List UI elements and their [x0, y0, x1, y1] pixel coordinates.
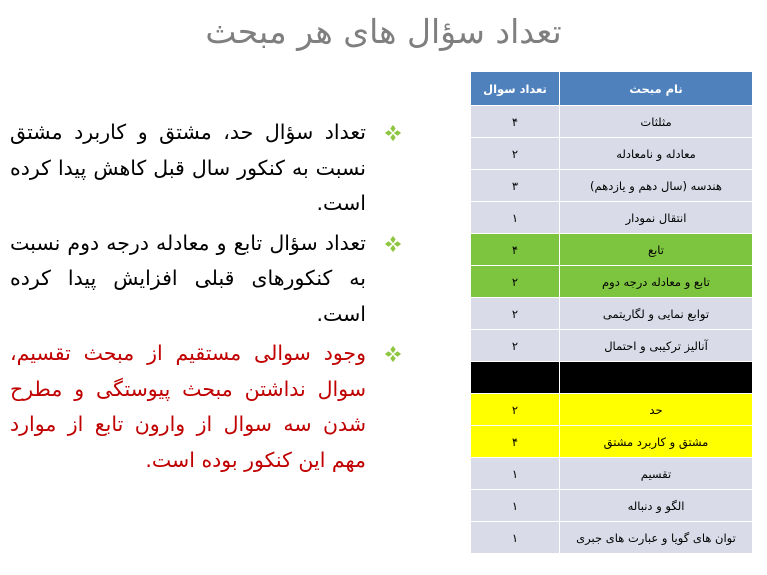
table-row [471, 202, 753, 234]
table-row [471, 490, 753, 522]
bullet-item [10, 115, 408, 222]
cell-count: ۱ [471, 490, 560, 522]
bullet-item [10, 336, 408, 478]
bullet-text: وجود سوالی مستقیم از مبحث تقسیم، سوال نداشتن مبحث پیوستگی و مطرح شدن سه سوال از وارون تابع از موارد مهم این کنکور بوده است. [10, 341, 366, 472]
table-row [471, 234, 753, 266]
table-row [471, 394, 753, 426]
cell-subject: آنالیز ترکیبی و احتمال [560, 330, 753, 362]
header-subject: نام مبحث [560, 72, 753, 106]
cell-count: ۱ [471, 522, 560, 554]
table-row [471, 266, 753, 298]
cell-count [471, 362, 560, 394]
cell-count: ۲ [471, 138, 560, 170]
cell-subject: توابع نمایی و لگاریتمی [560, 298, 753, 330]
bullet-text: تعداد سؤال حد، مشتق و کاربرد مشتق نسبت به کنکور سال قبل کاهش پیدا کرده است. [10, 120, 366, 215]
cell-count: ۲ [471, 394, 560, 426]
table-row [471, 170, 753, 202]
slide-title: تعداد سؤال های هر مبحث [205, 12, 562, 51]
cell-subject: معادله و نامعادله [560, 138, 753, 170]
table-row [471, 362, 753, 394]
diamond-four-petal-icon [384, 345, 402, 363]
table-body [471, 106, 753, 554]
cell-subject: هندسه (سال دهم و یازدهم) [560, 170, 753, 202]
header-count: تعداد سوال [471, 72, 560, 106]
cell-subject: حد [560, 394, 753, 426]
cell-subject [560, 362, 753, 394]
cell-count: ۱ [471, 458, 560, 490]
table-row [471, 106, 753, 138]
cell-subject: مثلثات [560, 106, 753, 138]
subject-count-table [470, 71, 753, 554]
cell-count: ۴ [471, 234, 560, 266]
table-row [471, 458, 753, 490]
cell-count: ۴ [471, 106, 560, 138]
cell-subject: الگو و دنباله [560, 490, 753, 522]
cell-subject: توان های گویا و عبارت های جبری [560, 522, 753, 554]
table-row [471, 426, 753, 458]
table-row [471, 298, 753, 330]
cell-count: ۳ [471, 170, 560, 202]
cell-count: ۲ [471, 266, 560, 298]
cell-count: ۱ [471, 202, 560, 234]
cell-count: ۲ [471, 330, 560, 362]
table-row [471, 138, 753, 170]
cell-count: ۲ [471, 298, 560, 330]
cell-subject: مشتق و کاربرد مشتق [560, 426, 753, 458]
bullet-item [10, 226, 408, 333]
bullet-text: تعداد سؤال تابع و معادله درجه دوم نسبت به کنکورهای قبلی افزایش پیدا کرده است. [10, 230, 366, 326]
diamond-four-petal-icon [384, 235, 402, 253]
table-row [471, 522, 753, 554]
cell-subject: تابع و معادله درجه دوم [560, 266, 753, 298]
table-row [471, 330, 753, 362]
bullet-list [10, 115, 408, 482]
cell-count: ۴ [471, 426, 560, 458]
cell-subject: تقسیم [560, 458, 753, 490]
table-header-row [471, 72, 753, 106]
cell-subject: تابع [560, 234, 753, 266]
diamond-four-petal-icon [384, 124, 402, 142]
cell-subject: انتقال نمودار [560, 202, 753, 234]
